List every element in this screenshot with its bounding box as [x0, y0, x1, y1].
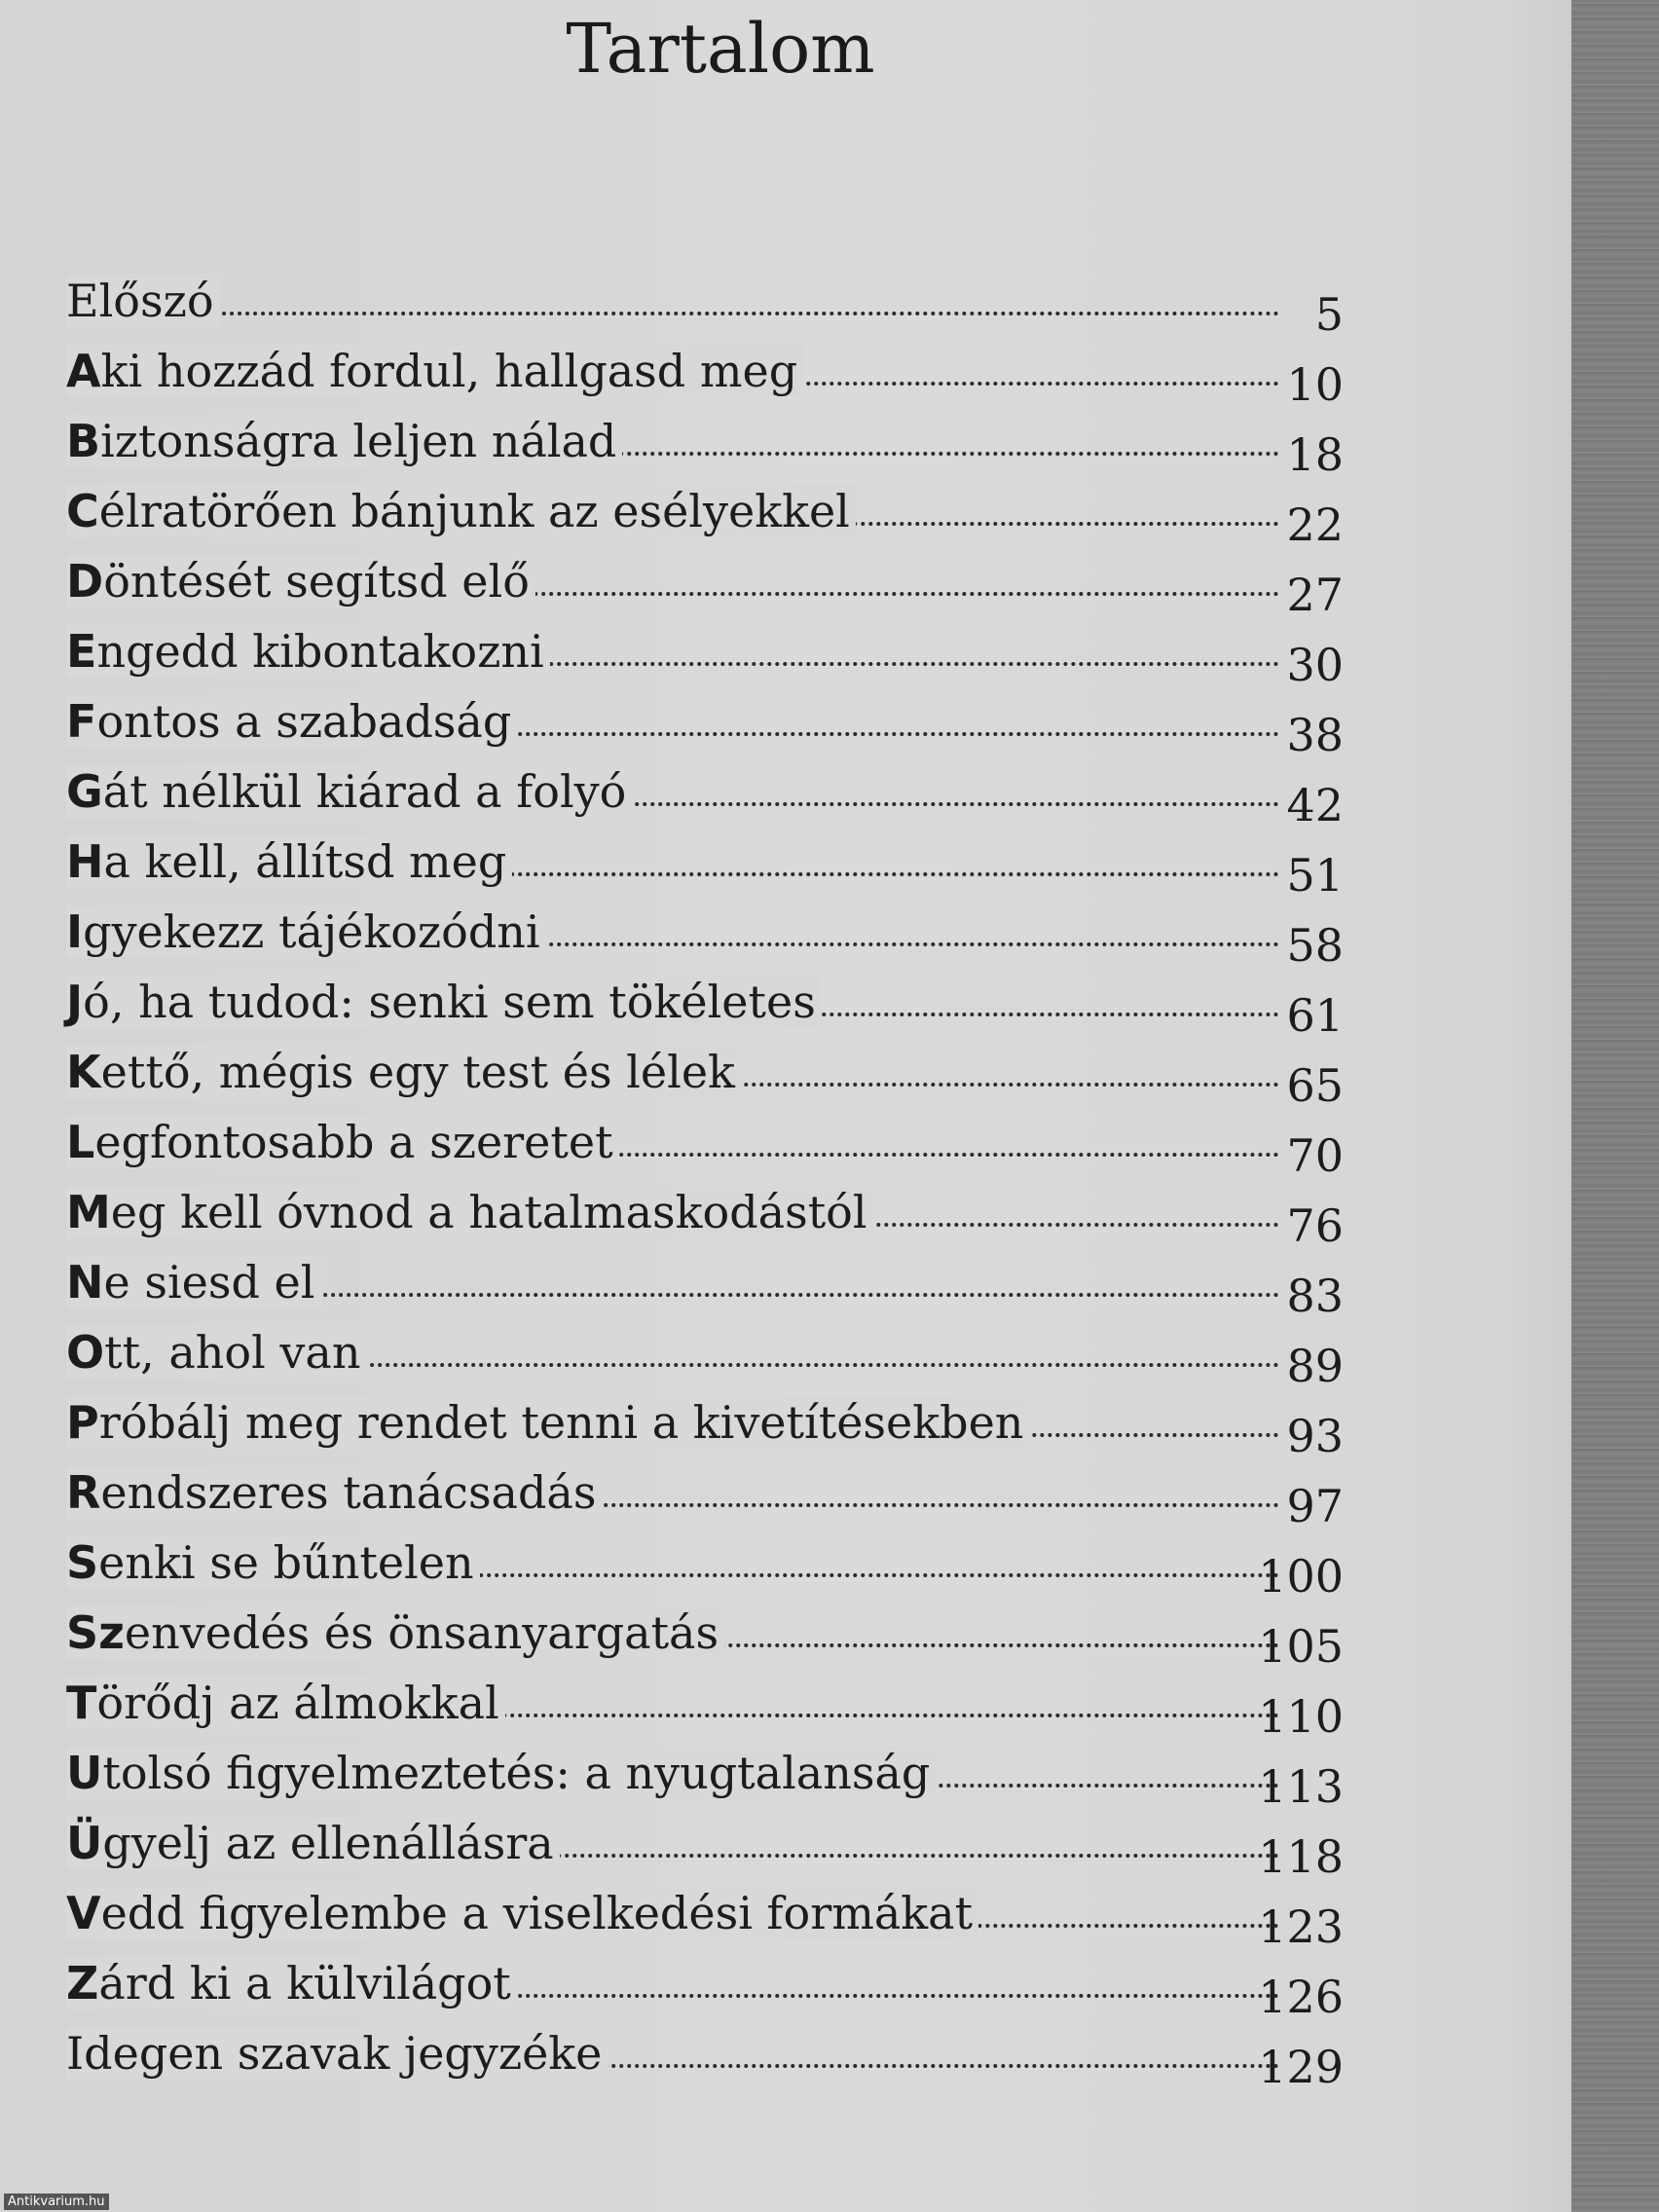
- toc-page-number: 89: [1286, 1340, 1344, 1392]
- toc-entry-title-text: [66, 835, 512, 888]
- toc-entry-initial: I: [66, 905, 84, 958]
- watermark: Antikvarium.hu: [4, 2194, 109, 2210]
- toc-entry-rest: eg kell óvnod a hatalmaskodástól: [110, 1186, 867, 1238]
- toc-entry-title: [66, 1677, 505, 1729]
- toc-entry-title: [66, 905, 546, 958]
- toc-page-number: 65: [1286, 1059, 1344, 1112]
- toc-entry-initial: R: [66, 1466, 101, 1519]
- toc-entry-title: [66, 1046, 741, 1098]
- toc-page-number: 126: [1258, 1971, 1344, 2023]
- toc-entry-title: [66, 695, 517, 748]
- toc-entry-title-text: [66, 1817, 560, 1869]
- toc-entry-title: [66, 1256, 321, 1309]
- toc-entry-title: [66, 1957, 517, 2009]
- toc-entry-title-text: [66, 625, 550, 678]
- toc-entry-rest: a kell, állítsd meg: [103, 835, 507, 888]
- toc-entry-rest: öntését segítsd elő: [103, 555, 530, 608]
- toc-entry-rest: át nélkül kiárad a folyó: [102, 765, 627, 818]
- toc-page-number: 30: [1286, 639, 1344, 691]
- toc-entry: [66, 761, 1344, 831]
- toc-entry-title-text: [66, 1677, 505, 1729]
- toc-entry-title: [66, 1887, 978, 1939]
- toc-entry-title-text: [66, 1186, 873, 1238]
- toc-entry-initial: L: [66, 1116, 95, 1168]
- toc-entry-initial: S: [66, 1536, 99, 1589]
- toc-entry-initial: T: [66, 1677, 97, 1729]
- toc-entry-title-text: [66, 1957, 517, 2009]
- toc-page-number: 42: [1286, 779, 1344, 831]
- toc-entry: [66, 271, 1344, 341]
- toc-entry-initial: E: [66, 625, 97, 678]
- toc-entry: [66, 831, 1344, 902]
- toc-page-number: 118: [1258, 1830, 1344, 1883]
- toc-entry-rest: Előszó: [66, 275, 214, 327]
- toc-entry-title-text: [66, 275, 220, 327]
- toc-entry-title: [66, 1326, 366, 1379]
- toc-page-number: 129: [1258, 2041, 1344, 2093]
- toc-entry-title: [66, 1817, 560, 1869]
- toc-entry-title-text: [66, 765, 632, 818]
- toc-page-number: 38: [1286, 709, 1344, 761]
- toc-entry: [66, 1462, 1344, 1532]
- toc-page-number: 100: [1258, 1550, 1344, 1603]
- toc-page-number: 61: [1286, 989, 1344, 1042]
- toc-entry: [66, 551, 1344, 621]
- toc-entry-rest: gyelj az ellenállásra: [102, 1817, 554, 1869]
- toc-page-number: 51: [1286, 849, 1344, 902]
- toc-entry-rest: endszeres tanácsadás: [100, 1466, 597, 1519]
- toc-entry-title-text: [66, 485, 856, 537]
- toc-page-number: 76: [1286, 1199, 1344, 1252]
- toc-entry: [66, 1182, 1344, 1252]
- toc-entry-rest: örődj az álmokkal: [96, 1677, 499, 1729]
- toc-entry-initial: G: [66, 765, 103, 818]
- page-title: Tartalom: [566, 9, 875, 89]
- toc-entry-rest: e siesd el: [103, 1256, 315, 1309]
- toc-entry-title: [66, 835, 512, 888]
- toc-entry-title: [66, 1116, 619, 1168]
- toc-entry: [66, 481, 1344, 551]
- toc-entry-title: [66, 1606, 724, 1659]
- toc-entry-title: [66, 415, 622, 467]
- toc-entry-title-text: [66, 1256, 321, 1309]
- toc-entry-title-text: [66, 1116, 619, 1168]
- toc-entry-rest: enki se bűntelen: [98, 1536, 474, 1589]
- toc-entry-initial: B: [66, 415, 101, 467]
- toc-entry-title: [66, 2027, 608, 2080]
- toc-entry-title-text: [66, 345, 803, 397]
- toc-entry-initial: Ü: [66, 1817, 103, 1869]
- toc-entry: [66, 341, 1344, 411]
- toc-page-number: 27: [1286, 569, 1344, 621]
- toc-entry-rest: tt, ahol van: [104, 1326, 361, 1379]
- toc-entry: [66, 1953, 1344, 2023]
- toc-entry-initial: N: [66, 1256, 104, 1309]
- toc-entry: [66, 621, 1344, 691]
- toc-entry-initial: P: [66, 1396, 99, 1449]
- toc-entry-initial: A: [66, 345, 101, 397]
- toc-page-number: 93: [1286, 1410, 1344, 1462]
- toc-entry-title-text: [66, 1887, 978, 1939]
- toc-entry: [66, 1112, 1344, 1182]
- toc-entry-title-text: [66, 905, 546, 958]
- toc-entry-title-text: [66, 695, 517, 748]
- toc-entry: [66, 902, 1344, 972]
- toc-page-number: 123: [1258, 1900, 1344, 1953]
- table-of-contents: [66, 271, 1344, 2093]
- toc-page-number: 105: [1258, 1620, 1344, 1673]
- toc-entry-title: [66, 1747, 936, 1799]
- toc-entry: [66, 2023, 1344, 2093]
- toc-entry-title-text: [66, 1466, 602, 1519]
- toc-entry: [66, 411, 1344, 481]
- toc-entry-title: [66, 345, 803, 397]
- toc-entry: [66, 1603, 1344, 1673]
- toc-entry-initial: C: [66, 485, 99, 537]
- toc-entry-rest: tolsó figyelmeztetés: a nyugtalanság: [102, 1747, 931, 1799]
- toc-entry-title: [66, 555, 535, 608]
- toc-page-number: 113: [1258, 1760, 1344, 1813]
- toc-entry-initial: M: [66, 1186, 111, 1238]
- toc-entry-initial: H: [66, 835, 104, 888]
- toc-entry-rest: ó, ha tudod: senki sem tökéletes: [83, 976, 816, 1028]
- toc-entry-initial: K: [66, 1046, 101, 1098]
- toc-entry-title-text: [66, 1536, 480, 1589]
- toc-entry: [66, 1813, 1344, 1883]
- toc-entry-rest: iztonságra leljen nálad: [100, 415, 617, 467]
- toc-entry-initial: O: [66, 1326, 105, 1379]
- toc-entry-rest: ngedd kibontakozni: [96, 625, 544, 678]
- toc-page-number: 5: [1314, 288, 1344, 341]
- toc-entry-rest: gyekezz tájékozódni: [83, 905, 540, 958]
- toc-entry-title: [66, 1536, 480, 1589]
- toc-entry-title-text: [66, 1606, 724, 1659]
- toc-page-number: 70: [1286, 1129, 1344, 1182]
- toc-entry-initial: Sz: [66, 1606, 125, 1659]
- toc-entry-initial: V: [66, 1887, 101, 1939]
- toc-entry-rest: envedés és önsanyargatás: [124, 1606, 719, 1659]
- toc-entry: [66, 1532, 1344, 1603]
- toc-entry-title: [66, 1186, 873, 1238]
- toc-entry-title-text: [66, 2027, 608, 2080]
- toc-entry-title-text: [66, 415, 622, 467]
- toc-entry-title: [66, 625, 550, 678]
- toc-entry: [66, 1883, 1344, 1953]
- toc-entry-rest: élratörően bánjunk az esélyekkel: [98, 485, 850, 537]
- toc-entry-title-text: [66, 1747, 936, 1799]
- toc-entry-rest: ontos a szabadság: [96, 695, 512, 748]
- toc-entry: [66, 1743, 1344, 1813]
- toc-entry-initial: U: [66, 1747, 103, 1799]
- toc-entry-rest: árd ki a külvilágot: [98, 1957, 511, 2009]
- toc-entry-title: [66, 275, 220, 327]
- toc-page-number: 110: [1258, 1690, 1344, 1743]
- toc-entry-rest: egfontosabb a szeretet: [94, 1116, 613, 1168]
- toc-entry-rest: ki hozzád fordul, hallgasd meg: [100, 345, 798, 397]
- toc-entry: [66, 1673, 1344, 1743]
- toc-entry-initial: F: [66, 695, 97, 748]
- toc-entry-initial: Z: [66, 1957, 99, 2009]
- toc-entry-rest: Idegen szavak jegyzéke: [66, 2027, 603, 2080]
- toc-page-number: 18: [1286, 428, 1344, 481]
- toc-entry-title: [66, 1396, 1029, 1449]
- toc-page-number: 83: [1286, 1270, 1344, 1322]
- toc-page-number: 97: [1286, 1480, 1344, 1532]
- toc-entry-initial: D: [66, 555, 104, 608]
- dot-leader: [66, 312, 1279, 315]
- toc-entry: [66, 691, 1344, 761]
- toc-entry-rest: róbálj meg rendet tenni a kivetítésekben: [98, 1396, 1024, 1449]
- toc-page-number: 10: [1286, 358, 1344, 411]
- toc-entry-title-text: [66, 976, 822, 1028]
- toc-entry-title-text: [66, 1326, 366, 1379]
- toc-entry-title-text: [66, 1046, 741, 1098]
- toc-entry-rest: edd figyelembe a viselkedési formákat: [100, 1887, 974, 1939]
- toc-entry-title: [66, 1466, 602, 1519]
- toc-entry-initial: J: [66, 976, 84, 1028]
- toc-entry-title-text: [66, 1396, 1029, 1449]
- toc-entry-title: [66, 485, 856, 537]
- toc-entry-title: [66, 976, 822, 1028]
- toc-entry: [66, 1392, 1344, 1462]
- toc-entry-rest: ettő, mégis egy test és lélek: [100, 1046, 735, 1098]
- toc-page-number: 22: [1286, 498, 1344, 551]
- toc-entry: [66, 972, 1344, 1042]
- toc-entry: [66, 1252, 1344, 1322]
- page-edge: [1571, 0, 1659, 2212]
- toc-entry-title: [66, 765, 632, 818]
- toc-entry: [66, 1322, 1344, 1392]
- toc-page-number: 58: [1286, 919, 1344, 972]
- toc-entry: [66, 1042, 1344, 1112]
- toc-entry-title-text: [66, 555, 535, 608]
